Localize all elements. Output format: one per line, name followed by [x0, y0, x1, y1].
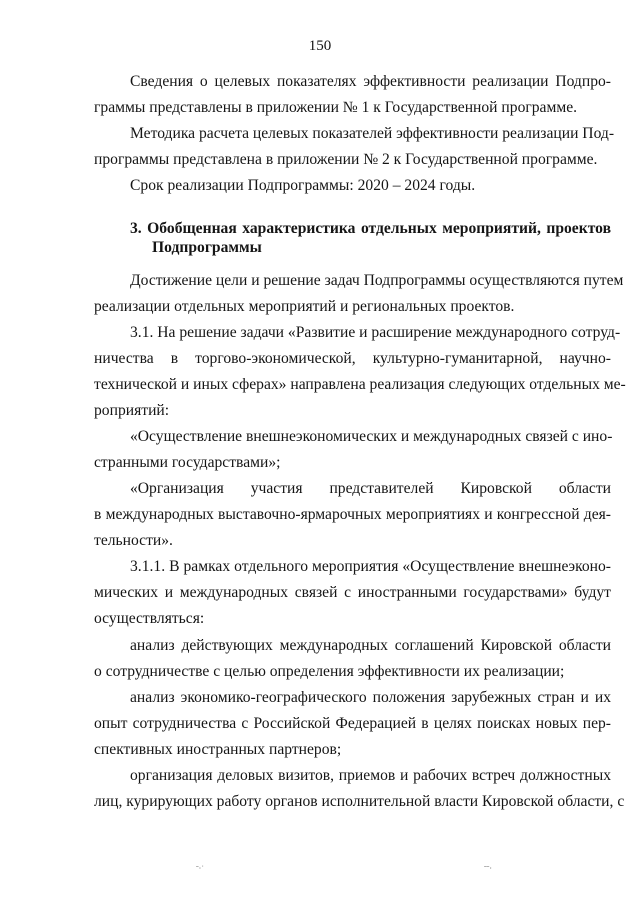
paragraph-line: Достижение цели и решение задач Подпрограммы осуществляются путем	[130, 272, 624, 289]
paragraph-line: странными государствами»;	[94, 454, 281, 471]
paragraph-line: анализ экономико-географического положения зарубежных стран и их	[130, 689, 611, 706]
paragraph-line: осуществляться:	[94, 610, 205, 627]
paragraph-line: «Осуществление внешнеэкономических и международных связей с ино-	[130, 428, 613, 445]
paragraph-line: Срок реализации Подпрограммы: 2020 – 2024 годы.	[130, 177, 476, 194]
scan-artifact: ˉˉ·	[484, 864, 492, 873]
paragraph-line: организация деловых визитов, приемов и рабочих встреч должностных	[130, 767, 611, 784]
paragraph-line: 3.1. На решение задачи «Развитие и расширение международного сотруд-	[130, 324, 621, 341]
paragraph-line: 3.1.1. В рамках отдельного мероприятия «Осуществление внешнеэконо-	[130, 558, 611, 575]
paragraph-line: мических и международных связей с иностранными государствами» будут	[94, 584, 611, 601]
paragraph-line: граммы представлены в приложении № 1 к Государственной программе.	[94, 99, 578, 116]
paragraph-line: анализ действующих международных соглашений Кировской области	[130, 637, 611, 654]
paragraph-line: о сотрудничестве с целью определения эффективности их реализации;	[94, 663, 565, 680]
paragraph-line: ничества в торгово-экономической, культурно-гуманитарной, научно-	[94, 350, 611, 367]
paragraph-line: технической и иных сферах» направлена реализация следующих отдельных ме-	[94, 376, 626, 393]
section-heading-line: Подпрограммы	[152, 239, 262, 256]
paragraph-line: Методика расчета целевых показателей эффективности реализации Под-	[130, 125, 615, 142]
scan-artifact: ˉ·˙	[196, 864, 204, 873]
paragraph-line: Сведения о целевых показателях эффективности реализации Подпро-	[130, 73, 611, 90]
paragraph-line: реализации отдельных мероприятий и региональных проектов.	[94, 298, 515, 315]
paragraph-line: «Организация участия представителей Кировской области	[130, 480, 611, 497]
page-number: 150	[308, 38, 332, 54]
paragraph-line: спективных иностранных партнеров;	[94, 741, 342, 758]
paragraph-line: лиц, курирующих работу органов исполнительной власти Кировской области, с	[94, 793, 625, 810]
paragraph-line: роприятий:	[94, 402, 170, 419]
paragraph-line: в международных выставочно-ярмарочных мероприятиях и конгрессной дея-	[94, 506, 611, 523]
paragraph-line: тельности».	[94, 532, 173, 549]
paragraph-line: программы представлена в приложении № 2 к Государственной программе.	[94, 151, 598, 168]
section-heading-line: 3. Обобщенная характеристика отдельных мероприятий, проектов	[130, 220, 611, 237]
paragraph-line: опыт сотрудничества с Российской Федерацией в целях поисках новых пер-	[94, 715, 611, 732]
